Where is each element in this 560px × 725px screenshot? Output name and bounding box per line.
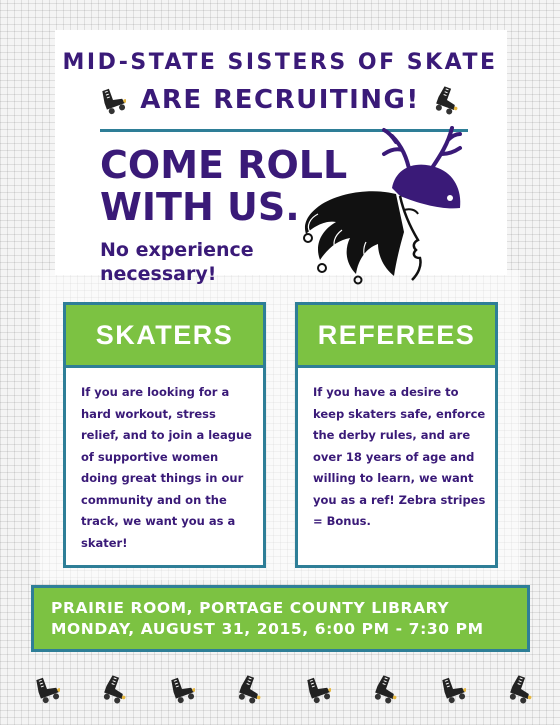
roller-skate-icon <box>440 674 466 704</box>
recruiting-row <box>100 82 460 118</box>
skaters-card-body: If you are looking for a hard workout, stress relief, and to join a league of supportive women doing great things in our community and on the track, we want you as a skater! <box>81 385 252 550</box>
event-location: PRAIRIE ROOM, PORTAGE COUNTY LIBRARY <box>51 599 450 617</box>
referees-card-title: REFEREES <box>298 305 495 368</box>
referees-card-body: If you have a desire to keep skaters safe, enforce the derby rules, and are over 18 years of age and willing to learn, we want you as a ref! Zebra stripes = Bonus. <box>313 385 486 528</box>
roller-skate-icon <box>305 674 331 704</box>
subtext-line-2: necessary! <box>100 263 217 285</box>
roller-skate-icon <box>100 85 126 115</box>
skater-girl-antlers-illustration <box>292 118 478 286</box>
skaters-card <box>63 302 266 568</box>
roller-skate-icon <box>373 674 399 704</box>
event-details-banner <box>31 585 530 652</box>
recruiting-title: ARE RECRUITING! <box>140 85 420 115</box>
roller-skate-icon <box>237 674 263 704</box>
subtext-line-1: No experience <box>100 239 254 261</box>
hero-line-1: COME ROLL <box>100 143 348 187</box>
roller-skate-icon <box>434 85 460 115</box>
skaters-card-title: SKATERS <box>66 305 263 368</box>
roller-skate-icon <box>34 674 60 704</box>
hero-line-2: WITH US. <box>100 185 300 229</box>
event-datetime: MONDAY, AUGUST 31, 2015, 6:00 PM - 7:30 PM <box>51 620 484 638</box>
org-name: MID-STATE SISTERS OF SKATE <box>62 50 498 75</box>
roller-skate-icon <box>508 674 534 704</box>
roller-skate-icon <box>102 674 128 704</box>
skates-footer-row <box>34 672 534 706</box>
referees-card <box>295 302 498 568</box>
roller-skate-icon <box>169 674 195 704</box>
